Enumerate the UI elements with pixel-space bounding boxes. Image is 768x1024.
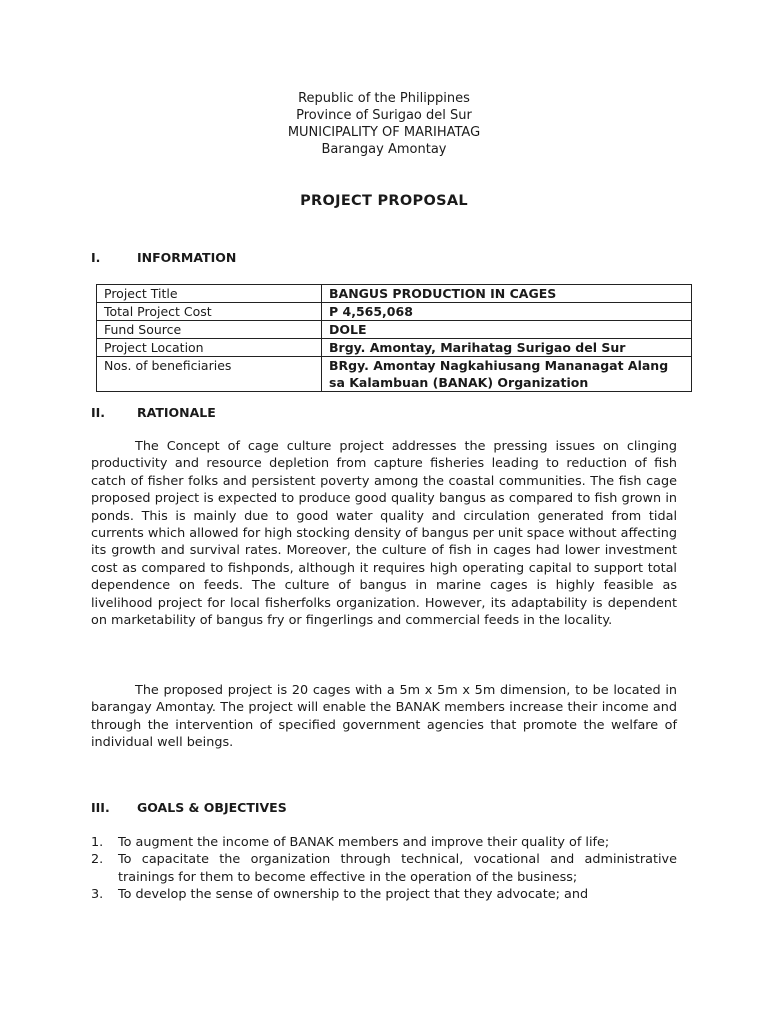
info-value-location: Brgy. Amontay, Marihatag Surigao del Sur [322, 339, 692, 357]
list-item-number: 1. [91, 835, 104, 850]
info-label-beneficiaries: Nos. of beneficiaries [97, 357, 322, 392]
list-item-number: 2. [91, 852, 104, 868]
info-label-fund-source: Fund Source [97, 321, 322, 339]
info-label-location: Project Location [97, 339, 322, 357]
section-number: III. [91, 800, 110, 815]
list-item-text: To augment the income of BANAK members and improve their quality of life; [118, 835, 610, 850]
header-municipality: MUNICIPALITY OF MARIHATAG [287, 125, 481, 140]
list-item-number: 3. [91, 887, 104, 903]
section-label: RATIONALE [137, 405, 216, 420]
list-item [91, 886, 677, 903]
section-label: GOALS & OBJECTIVES [137, 800, 287, 815]
page-title: PROJECT PROPOSAL [300, 193, 468, 209]
info-label-total-cost: Total Project Cost [97, 303, 322, 321]
goals-list [91, 834, 677, 904]
section-number: II. [91, 405, 106, 420]
info-value-project-title: BANGUS PRODUCTION IN CAGES [322, 285, 692, 303]
section-number: I. [91, 250, 101, 265]
rationale-paragraph-2: The proposed project is 20 cages with a 5m x 5m x 5m dimension, to be located in barangay Amontay. The project will enable the BANAK members increase their income and through the intervention of specified government agencies that promote the welfare of individual well beings. [91, 683, 677, 751]
header-barangay: Barangay Amontay [321, 142, 447, 157]
table-row [97, 303, 692, 321]
document-header [0, 90, 768, 158]
info-value-total-cost: P 4,565,068 [322, 303, 692, 321]
list-item-text: To capacitate the organization through technical, vocational and administrative trainings for them to become effective in the operation of the business; [118, 852, 677, 885]
section-information-heading [91, 250, 236, 265]
header-province: Province of Surigao del Sur [296, 108, 472, 123]
info-label-project-title: Project Title [97, 285, 322, 303]
section-rationale-heading [91, 405, 216, 420]
rationale-paragraph-1: The Concept of cage culture project addresses the pressing issues on clinging productivity and resource depletion from capture fisheries leading to reduction of fish catch of fisher folks and persistent poverty among the coastal communities. The fish cage proposed project is expected to produce good quality bangus as compared to fish grown in ponds. This is mainly due to good water quality and circulation generated from tidal currents which allowed for high stocking density of bangus per unit space without affecting its growth and survival rates. Moreover, the culture of fish in cages had lower investment cost as compared to fishponds, although it requires high operating capital to support total dependence on feeds. The culture of bangus in marine cages is highly feasible as livelihood project for local fisherfolks organization. However, its adaptability is dependent on marketability of bangus fry or fingerlings and commercial feeds in the locality. [91, 439, 677, 629]
list-item-text: To develop the sense of ownership to the project that they advocate; and [118, 887, 589, 903]
table-row [97, 357, 692, 392]
list-item [91, 851, 677, 886]
header-republic: Republic of the Philippines [298, 91, 470, 106]
section-goals-heading [91, 800, 287, 815]
info-value-beneficiaries: BRgy. Amontay Nagkahiusang Mananagat Alang sa Kalambuan (BANAK) Organization [322, 357, 692, 392]
table-row [97, 321, 692, 339]
section-label: INFORMATION [137, 250, 237, 265]
table-row [97, 339, 692, 357]
list-item [91, 834, 677, 851]
table-row [97, 285, 692, 303]
project-info-table [96, 284, 692, 392]
info-value-fund-source: DOLE [322, 321, 692, 339]
